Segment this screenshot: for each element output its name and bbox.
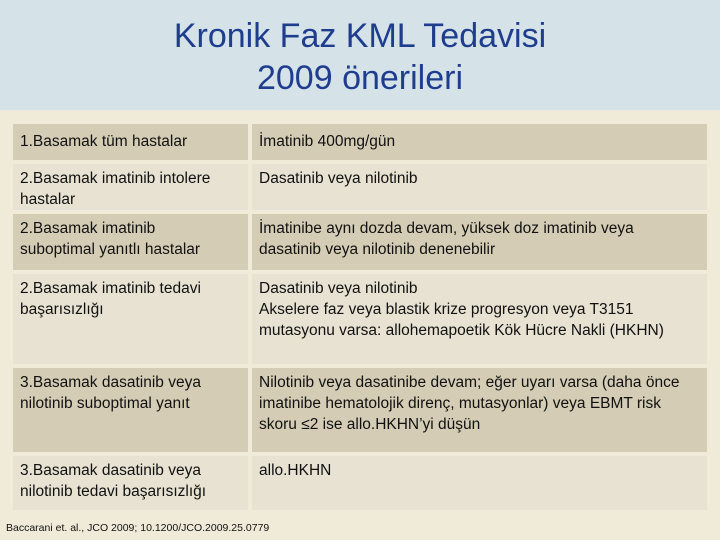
table-row (13, 214, 707, 270)
table-cell-recommendation: İmatinib 400mg/gün (252, 124, 707, 160)
table-cell-step: 3.Basamak dasatinib veya nilotinib suboptimal yanıt (13, 368, 248, 452)
table-cell-step: 2.Basamak imatinib suboptimal yanıtlı hastalar (13, 214, 248, 270)
table-row (13, 164, 707, 210)
slide-title-line-1: Kronik Faz KML Tedavisi (173, 17, 547, 55)
table-cell-step: 1.Basamak tüm hastalar (13, 124, 248, 160)
table-cell-step: 2.Basamak imatinib tedavi başarısızlığı (13, 274, 248, 364)
table-row (13, 274, 707, 364)
table-cell-recommendation: Dasatinib veya nilotinib Akselere faz veya blastik krize progresyon veya T3151 mutasyonu varsa: allohemapoetik Kök Hücre Nakli (HKHN) (252, 274, 707, 364)
treatment-table (13, 124, 707, 514)
table-cell-recommendation: Dasatinib veya nilotinib (252, 164, 707, 210)
citation: Baccarani et. al., JCO 2009; 10.1200/JCO.2009.25.0779 (6, 522, 270, 534)
slide-title-line-2: 2009 önerileri (256, 59, 464, 97)
table-row (13, 368, 707, 452)
table-row (13, 124, 707, 160)
table-cell-recommendation: Nilotinib veya dasatinibe devam; eğer uyarı varsa (daha önce imatinibe hematolojik direnç, mutasyonlar) veya EBMT risk skoru ≤2 ise allo.HKHN’yi düşün (252, 368, 707, 452)
table-row (13, 456, 707, 510)
table-cell-step: 2.Basamak imatinib intolere hastalar (13, 164, 248, 210)
title-band (0, 0, 720, 110)
table-cell-step: 3.Basamak dasatinib veya nilotinib tedavi başarısızlığı (13, 456, 248, 510)
table-cell-recommendation: allo.HKHN (252, 456, 707, 510)
table-cell-recommendation: İmatinibe aynı dozda devam, yüksek doz imatinib veya dasatinib veya nilotinib denenebilir (252, 214, 707, 270)
